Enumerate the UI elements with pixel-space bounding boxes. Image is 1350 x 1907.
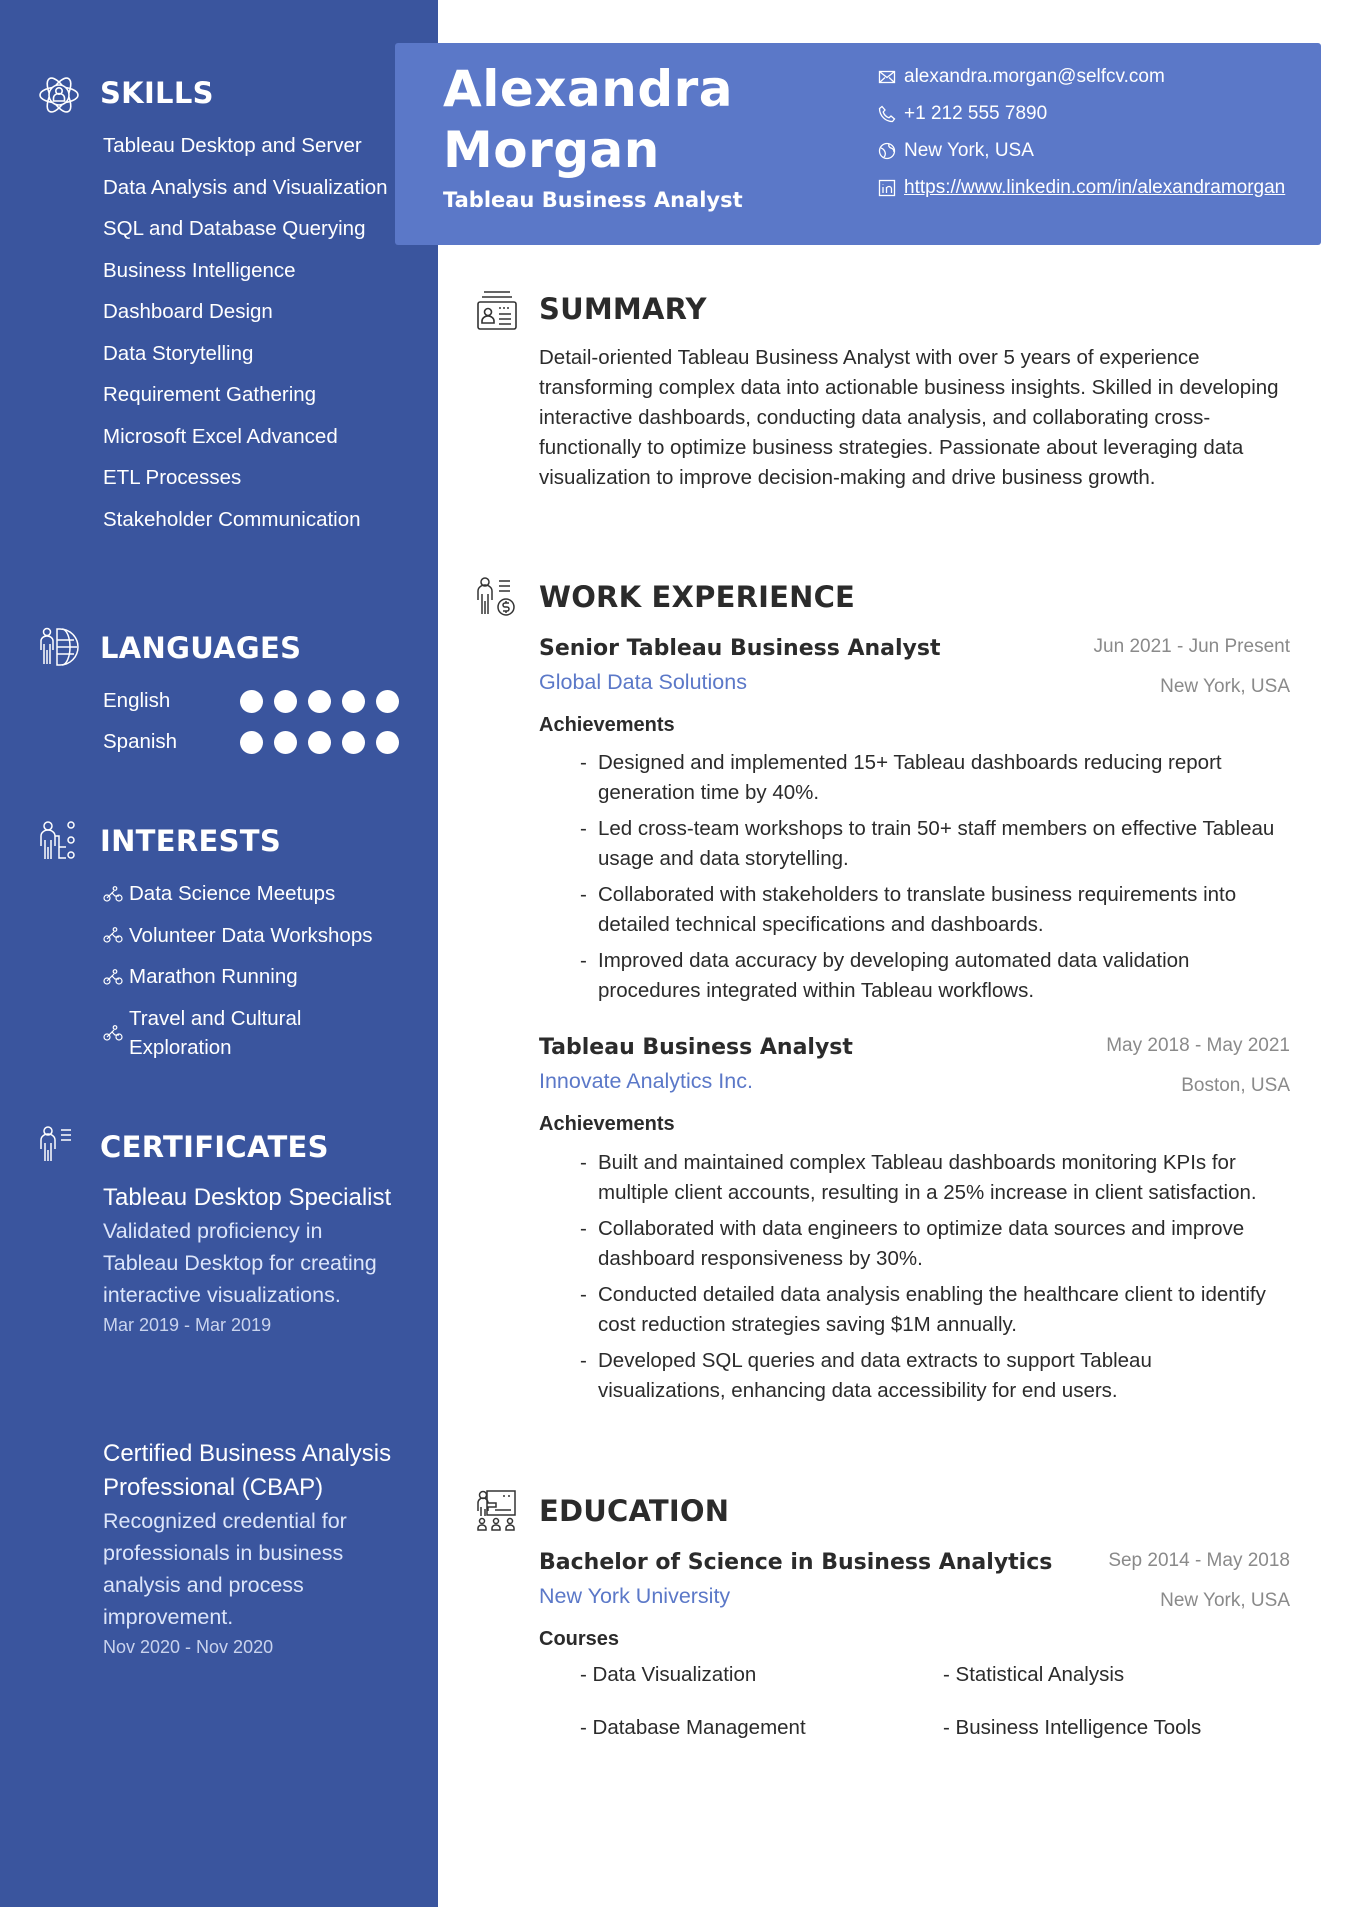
certificates-icon bbox=[38, 1126, 80, 1168]
course-item: - Data Visualization bbox=[580, 1663, 757, 1686]
sidebar bbox=[0, 0, 438, 1907]
skills-list bbox=[103, 131, 413, 546]
interest-item: Travel and Cultural Exploration bbox=[103, 1004, 413, 1063]
skill-item: Requirement Gathering bbox=[103, 383, 317, 406]
language-row-spanish bbox=[103, 727, 413, 757]
contact-linkedin bbox=[878, 172, 1298, 203]
skill-item: Business Intelligence bbox=[103, 258, 296, 282]
course-item: - Statistical Analysis bbox=[943, 1663, 1125, 1686]
skills-icon bbox=[38, 74, 80, 116]
contact-phone: +1 212 555 7890 bbox=[878, 98, 1298, 129]
job-company: Innovate Analytics Inc. bbox=[539, 1069, 753, 1093]
skill-item: ETL Processes bbox=[103, 466, 242, 489]
course-item: - Database Management bbox=[580, 1716, 806, 1739]
contact-email: alexandra.morgan@selfcv.com bbox=[878, 61, 1298, 92]
achievements-list bbox=[580, 1148, 1280, 1412]
education-dates: Sep 2014 - May 2018 bbox=[1108, 1550, 1290, 1571]
language-name: Spanish bbox=[103, 730, 178, 753]
contact-list bbox=[878, 61, 1298, 209]
job-dates: Jun 2021 - Jun Present bbox=[1093, 636, 1290, 657]
achievement-item: - Improved data accuracy by developing automated data validation procedures integrated within Tableau workflows. bbox=[580, 946, 1280, 1006]
summary-icon bbox=[475, 288, 519, 332]
certificates-title: CERTIFICATES bbox=[100, 1130, 329, 1164]
achievements-list bbox=[580, 748, 1280, 1012]
achievement-item: - Collaborated with data engineers to optimize data sources and improve dashboard responsiveness by 30%. bbox=[580, 1214, 1280, 1274]
cycling-icon bbox=[103, 927, 129, 943]
skill-item: Data Storytelling bbox=[103, 341, 254, 365]
summary-text: Detail-oriented Tableau Business Analyst with over 5 years of experience transforming complex data into actionable business insights. Skilled in developing interactive dashboards, conducting data analysis, and collaborating cross-functionally to optimize business strategies. Passionate about leveraging data visualization to improve decision-making and drive business growth. bbox=[539, 346, 1279, 489]
achievement-item: - Led cross-team workshops to train 50+ staff members on effective Tableau usage and data storytelling. bbox=[580, 814, 1280, 874]
linkedin-link[interactable]: https://www.linkedin.com/in/alexandramorgan bbox=[904, 177, 1286, 198]
achievements-label: Achievements bbox=[539, 714, 675, 736]
job-dates: May 2018 - May 2021 bbox=[1106, 1035, 1290, 1056]
achievement-item: - Conducted detailed data analysis enabling the healthcare client to identify cost reduction strategies saving $1M annually. bbox=[580, 1280, 1280, 1340]
education-location: New York, USA bbox=[1160, 1590, 1290, 1611]
cycling-icon bbox=[103, 886, 129, 902]
languages-icon bbox=[38, 626, 80, 668]
certificate-item bbox=[103, 1181, 403, 1339]
achievement-item: - Collaborated with stakeholders to translate business requirements into detailed technical specifications and dashboards. bbox=[580, 880, 1280, 940]
languages-title: LANGUAGES bbox=[100, 631, 302, 665]
skill-item: Dashboard Design bbox=[103, 300, 273, 323]
cycling-icon bbox=[103, 969, 129, 985]
certificate-dates: Mar 2019 - Mar 2019 bbox=[103, 1315, 272, 1335]
skill-item: Stakeholder Communication bbox=[103, 507, 361, 531]
courses-label: Courses bbox=[539, 1628, 620, 1650]
interests-icon bbox=[38, 820, 80, 862]
language-name: English bbox=[103, 689, 171, 712]
education-title: EDUCATION bbox=[539, 1494, 730, 1528]
job-title: Tableau Business Analyst bbox=[539, 1035, 853, 1060]
cycling-icon bbox=[103, 1025, 129, 1041]
header-banner bbox=[395, 43, 1321, 245]
skill-item: SQL and Database Querying bbox=[103, 217, 366, 240]
candidate-name: Alexandra Morgan bbox=[443, 60, 734, 179]
job-title: Senior Tableau Business Analyst bbox=[539, 636, 941, 661]
mail-icon bbox=[878, 61, 904, 92]
linkedin-icon bbox=[878, 172, 904, 203]
work-experience-title: WORK EXPERIENCE bbox=[539, 580, 856, 614]
summary-title: SUMMARY bbox=[539, 292, 707, 326]
degree-title: Bachelor of Science in Business Analytics bbox=[539, 1550, 1053, 1575]
language-level-dots bbox=[240, 731, 399, 754]
certificate-description: Validated proficiency in Tableau Desktop for creating interactive visualizations. bbox=[103, 1219, 377, 1307]
interest-item: Marathon Running bbox=[103, 962, 413, 992]
achievement-item: - Built and maintained complex Tableau dashboards monitoring KPIs for multiple client accounts, resulting in a 25% increase in client satisfaction. bbox=[580, 1148, 1280, 1208]
achievements-label: Achievements bbox=[539, 1113, 675, 1135]
skill-item: Microsoft Excel Advanced bbox=[103, 424, 338, 448]
achievement-item: - Designed and implemented 15+ Tableau dashboards reducing report generation time by 40%. bbox=[580, 748, 1280, 808]
achievement-item: - Developed SQL queries and data extracts to support Tableau visualizations, enhancing data accessibility for end users. bbox=[580, 1346, 1280, 1406]
certificate-item bbox=[103, 1437, 403, 1661]
skill-item: Data Analysis and Visualization bbox=[103, 175, 388, 199]
certificate-description: Recognized credential for professionals in business analysis and process improvement. bbox=[103, 1509, 347, 1629]
skill-item: Tableau Desktop and Server bbox=[103, 134, 362, 157]
course-item: - Business Intelligence Tools bbox=[943, 1716, 1202, 1739]
certificate-name: Certified Business Analysis Professional (CBAP) bbox=[103, 1440, 392, 1501]
education-icon bbox=[475, 1489, 519, 1533]
interest-item: Data Science Meetups bbox=[103, 879, 413, 909]
phone-icon bbox=[878, 98, 904, 129]
globe-icon bbox=[878, 135, 904, 166]
candidate-role: Tableau Business Analyst bbox=[443, 188, 743, 212]
certificate-dates: Nov 2020 - Nov 2020 bbox=[103, 1637, 274, 1657]
language-level-dots bbox=[240, 690, 399, 713]
interest-item: Volunteer Data Workshops bbox=[103, 921, 413, 951]
interests-list bbox=[103, 879, 413, 1075]
contact-location: New York, USA bbox=[878, 135, 1298, 166]
language-row-english bbox=[103, 686, 413, 716]
skills-title: SKILLS bbox=[100, 76, 214, 110]
job-location: Boston, USA bbox=[1181, 1075, 1290, 1096]
school-name: New York University bbox=[539, 1584, 731, 1608]
work-experience-icon bbox=[475, 576, 519, 620]
job-company: Global Data Solutions bbox=[539, 670, 747, 694]
job-location: New York, USA bbox=[1160, 676, 1290, 697]
certificate-name: Tableau Desktop Specialist bbox=[103, 1184, 392, 1211]
interests-title: INTERESTS bbox=[100, 824, 282, 858]
